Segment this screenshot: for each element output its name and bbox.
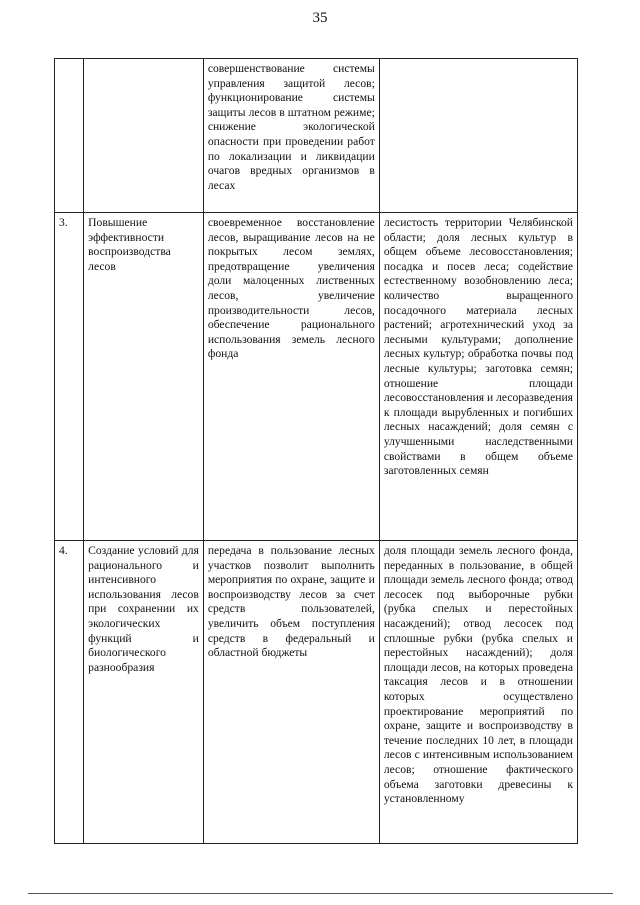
program-table xyxy=(54,58,578,844)
indicators-cell: доля площади земель лесного фонда, переданных в пользование, в общей площади земель лесного фонда; отвод лесосек под выборочные рубки (рубка спелых и перестойных насаждений); отвод лесосек под сплошные рубки (рубка спелых и перестойных насаждений); доля площади лесов, на которых проведена таксация лесов и в отношении которых осуществлено проектирование мероприятий по охране, защите и воспроизводству в течение последних 10 лет, в площади лесов с интенсивным использованием лесов; отношение фактического объема заготовки древесины к установленному xyxy=(379,541,577,844)
tasks-cell: передача в пользование лесных участков позволит выполнить мероприятия по охране, защите и воспроизводству лесов за счет средств пользователей, увеличить объем поступления средств в федеральный и областной бюджеты xyxy=(203,541,379,844)
goal-cell: Создание условий для рационального и интенсивного использования лесов при сохранении их экологических функций и биологического разнообразия xyxy=(84,541,204,844)
row-number: 3. xyxy=(55,213,84,541)
row-number: 4. xyxy=(55,541,84,844)
indicators-cell xyxy=(379,59,577,213)
page-number: 35 xyxy=(312,10,328,26)
goal-cell: Повышение эффективности воспроизводства лесов xyxy=(84,213,204,541)
bottom-rule xyxy=(28,893,613,894)
tasks-cell: своевременное восстановление лесов, выращивание лесов на не покрытых лесом землях, предотвращение увеличения доли малоценных лиственных лесов, увеличение производительности лесов, обеспечение рационального использования земель лесного фонда xyxy=(203,213,379,541)
table-row xyxy=(55,541,578,844)
goal-cell xyxy=(84,59,204,213)
table-row xyxy=(55,213,578,541)
row-number xyxy=(55,59,84,213)
indicators-cell: лесистость территории Челябинской области; доля лесных культур в общем объеме лесовосстановления; посадка и посев леса; содействие естественному возобновлению леса; количество выращенного посадочного материала лесных растений; агротехнический уход за лесными культурами; дополнение лесных культур; обработка почвы под лесные культуры; заготовка семян; отношение площади лесовосстановления и лесоразведения к площади вырубленных и погибших лесных насаждений; доля семян с улучшенными наследственными свойствами в общем объеме заготовленных семян xyxy=(379,213,577,541)
tasks-cell: совершенствование системы управления защитой лесов; функционирование системы защиты лесов в штатном режиме; снижение экологической опасности при проведении работ по локализации и ликвидации очагов вредных организмов в лесах xyxy=(203,59,379,213)
table-row xyxy=(55,59,578,213)
